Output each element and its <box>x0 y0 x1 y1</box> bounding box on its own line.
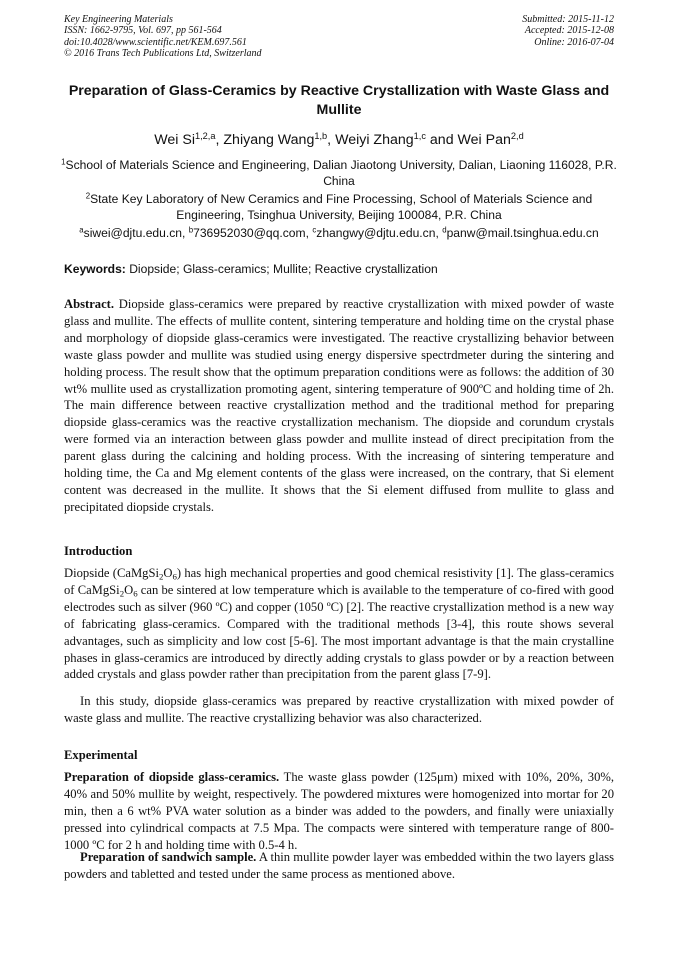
author-separator: and <box>425 132 458 148</box>
subscript: 6 <box>172 571 177 582</box>
subscript: 2 <box>119 588 125 599</box>
text-run: O <box>163 566 173 580</box>
abstract-label: Abstract. <box>64 297 115 311</box>
keywords-text: Diopside; Glass-ceramics; Mullite; Reactive crystallization <box>125 262 438 276</box>
affiliation-2 <box>58 191 620 223</box>
journal-info <box>64 14 262 60</box>
author-affiliation-mark: 1,c <box>413 130 426 141</box>
introduction-paragraph-2: In this study, diopside glass-ceramics was prepared by reactive crystallization with mixed powder of waste glass and mullite. The reactive crystallizing behavior was also characterized. <box>64 694 614 725</box>
author-affiliation-mark: 2,d <box>510 130 524 141</box>
author-name: Zhiyang Wang <box>223 132 315 148</box>
keywords-label: Keywords: <box>64 262 126 276</box>
keywords <box>64 261 614 277</box>
author-separator: , <box>327 132 336 148</box>
subscript: 6 <box>133 588 138 599</box>
affiliation-1 <box>58 157 620 189</box>
paper-title: Preparation of Glass-Ceramics by Reactive Crystallization with Waste Glass and Mullite <box>68 83 610 118</box>
abstract <box>64 296 614 516</box>
email-address[interactable]: siwei@djtu.edu.cn <box>83 226 182 240</box>
text-run: ) has high mechanical properties and good chemical resistivity [1]. The glass-ceramics of CaMgSi <box>64 566 614 597</box>
text-run: can be sintered at low temperature which is available to the temperature of co-fired with good electrodes such as silver (960 ºC) and copper (1050 ºC) [2]. The reactive crystallization method is a new way of fabricating glass-ceramics. Compared with the traditional methods [3-4], this route shows several advantages, such as simplicity and low cost [5-6]. The most important advantage is that the main crystalline phases in glass-ceramics are introduced by directly adding crystals to glass powder or by a reaction between added crystals and glass powder rather than precipitation from the parent glass [7-9]. <box>64 582 614 682</box>
subsection-label: Preparation of diopside glass-ceramics. <box>64 770 280 784</box>
email-mark: c <box>312 225 317 235</box>
author-affiliation-mark: 1,2,a <box>194 130 216 141</box>
author-list <box>40 131 638 149</box>
accepted-date: Accepted: 2015-12-08 <box>524 25 614 37</box>
experimental-paragraph-2 <box>64 849 614 883</box>
email-address[interactable]: zhangwy@djtu.edu.cn <box>316 226 436 240</box>
text-run: Diopside (CaMgSi <box>64 566 159 580</box>
experimental-heading: Experimental <box>64 748 138 762</box>
experimental-paragraph-1 <box>64 769 614 854</box>
author-affiliation-mark: 1,b <box>314 130 328 141</box>
issn-line: ISSN: 1662-9795, Vol. 697, pp 561-564 <box>64 25 222 37</box>
email-address[interactable]: panw@mail.tsinghua.edu.cn <box>446 226 599 240</box>
affiliation-mark: 2 <box>85 191 91 201</box>
email-mark: a <box>79 225 84 235</box>
email-address[interactable]: 736952030@qq.com <box>193 226 306 240</box>
doi-line: doi:10.4028/www.scientific.net/KEM.697.561 <box>64 36 247 48</box>
copyright-line: © 2016 Trans Tech Publications Ltd, Switzerland <box>64 48 262 60</box>
subsection-label: Preparation of sandwich sample. <box>80 850 257 864</box>
author-name: Wei Pan <box>457 132 511 148</box>
email-mark: d <box>442 225 447 235</box>
introduction-paragraph-1 <box>64 565 614 683</box>
subscript: 2 <box>158 571 164 582</box>
email-list: $^a$siwei@djtu.edu.cn, $^b$736952030@qq.com, $^c$zhangwy@djtu.edu.cn, $^d$panw@mail.tsinghua.edu.cn <box>79 225 599 240</box>
introduction-heading: Introduction <box>64 544 133 558</box>
submitted-date: Submitted: 2015-11-12 <box>522 14 614 25</box>
author-separator: , <box>215 132 224 148</box>
email-mark: b <box>188 225 194 235</box>
author-name: Weiyi Zhang <box>335 132 414 148</box>
author-name: Wei Si <box>154 132 195 148</box>
paragraph-text: The waste glass powder (125μm) mixed with 10%, 20%, 30%, 40% and 50% mullite by weight, respectively. The powdered mixtures were homogenized into mortar for 20 min, then a 6 wt% PVA water solution as a binder was added to the powders, and finally were uniaxially pressed into cylindrical compacts at 7.5 Mpa. The compacts were sintered with temperature range of 800-1000 ºC for 2 h and holding time with 0.5-4 h. <box>64 770 615 852</box>
text-run: O <box>124 582 134 597</box>
affiliation-text: School of Materials Science and Engineering, Dalian Jiaotong University, Dalian, Liaoning 116028, P.R. China <box>65 158 617 188</box>
abstract-text: Diopside glass-ceramics were prepared by reactive crystallization with mixed powder of waste glass and mullite. The effects of mullite content, sintering temperature and holding time on the crystal phase and morphology of diopside glass-ceramics were investigated. The reactive crystallizing behavior between waste glass powder and mullite was studied using energy dispersive spectrdmeter during the sintering and holding process. The result show that the optimum preparation conditions were as follows: the addition of 30 wt% mullite used as crystallization promoting agent, sintering temperature of 900ºC and holding time of 2h. The main difference between reactive crystallization method and the traditional method for preparing diopside glass-ceramics was the reactive crystallization mechanism. The diopside and corundum crystals were formed via an interaction between glass powder and mullite instead of direct precipitation from the parent glass during the calcining and holding process. With the increasing of sintering temperature and holding time, the Ca and Mg element contents of the glass were increased, on the contrary, that Si element content was decreased in the mullite. It shows that the Si element diffused from mullite to glass and precipitated diopside crystals. <box>64 297 614 514</box>
publication-dates <box>522 14 614 48</box>
paragraph-text: A thin mullite powder layer was embedded within the two layers glass powders and tabletted and tested under the same process as mentioned above. <box>64 850 614 881</box>
affiliation-text: State Key Laboratory of New Ceramics and Fine Processing, School of Materials Science and Engineering, Tsinghua University, Beijing 100084, P.R. China <box>90 192 593 222</box>
online-date: Online: 2016-07-04 <box>534 36 614 48</box>
journal-name: Key Engineering Materials <box>64 14 173 25</box>
affiliation-mark: 1 <box>61 157 66 167</box>
